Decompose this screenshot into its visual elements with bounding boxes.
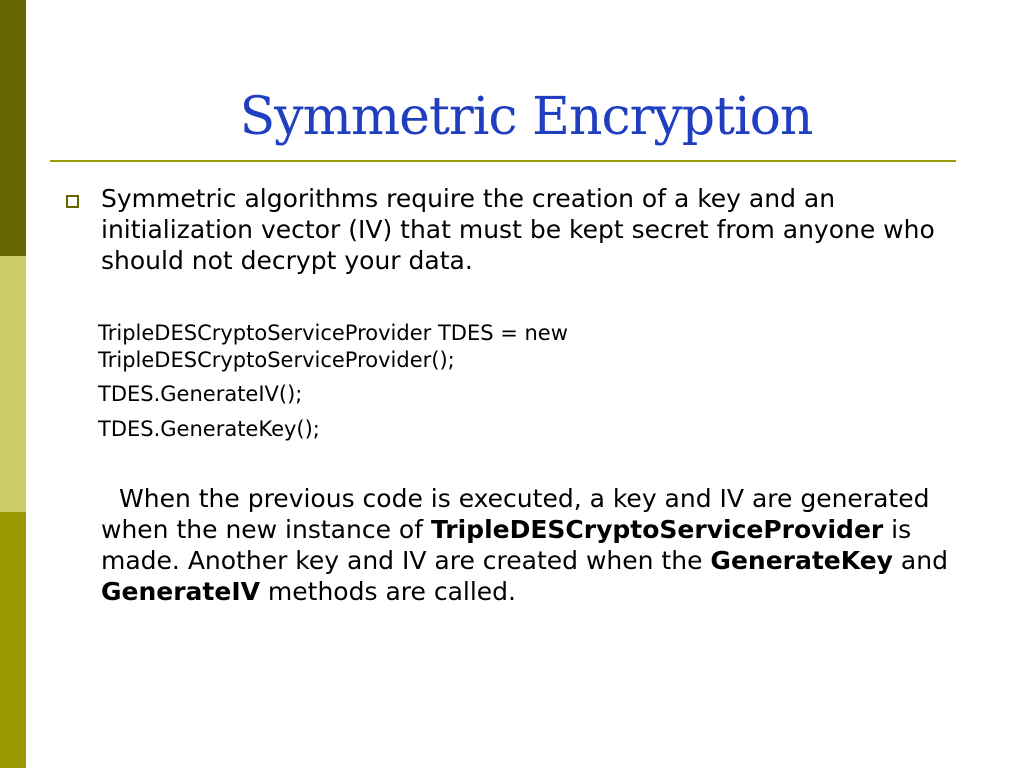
square-bullet-icon	[66, 195, 79, 208]
explanation-paragraph	[101, 483, 971, 607]
sidebar-segment-dark	[0, 0, 26, 256]
sidebar-segment-medium	[0, 512, 26, 768]
sidebar-segment-light	[0, 256, 26, 512]
bullet-text: Symmetric algorithms require the creation of a key and an initialization vector (IV) that must be kept secret from anyone who should not decrypt your data.	[101, 184, 935, 275]
code-line: TDES.GenerateKey();	[98, 417, 320, 441]
para-bold-class: TripleDESCryptoServiceProvider	[430, 515, 884, 544]
para-text: methods are called.	[259, 577, 516, 606]
para-text: and	[892, 546, 948, 575]
title-divider	[50, 160, 956, 162]
code-line: TripleDESCryptoServiceProvider TDES = new TripleDESCryptoServiceProvider();	[98, 321, 568, 372]
para-text: is made. Another key and IV are created when the	[101, 515, 912, 575]
para-bold-method: GenerateKey	[710, 546, 893, 575]
code-line: TDES.GenerateIV();	[98, 382, 303, 406]
sidebar-decoration	[0, 0, 26, 768]
slide-title: Symmetric Encryption	[239, 87, 813, 147]
para-bold-method: GenerateIV	[101, 577, 260, 606]
para-text: When the previous code is executed, a key and IV are generated when the new instance of	[101, 484, 930, 544]
